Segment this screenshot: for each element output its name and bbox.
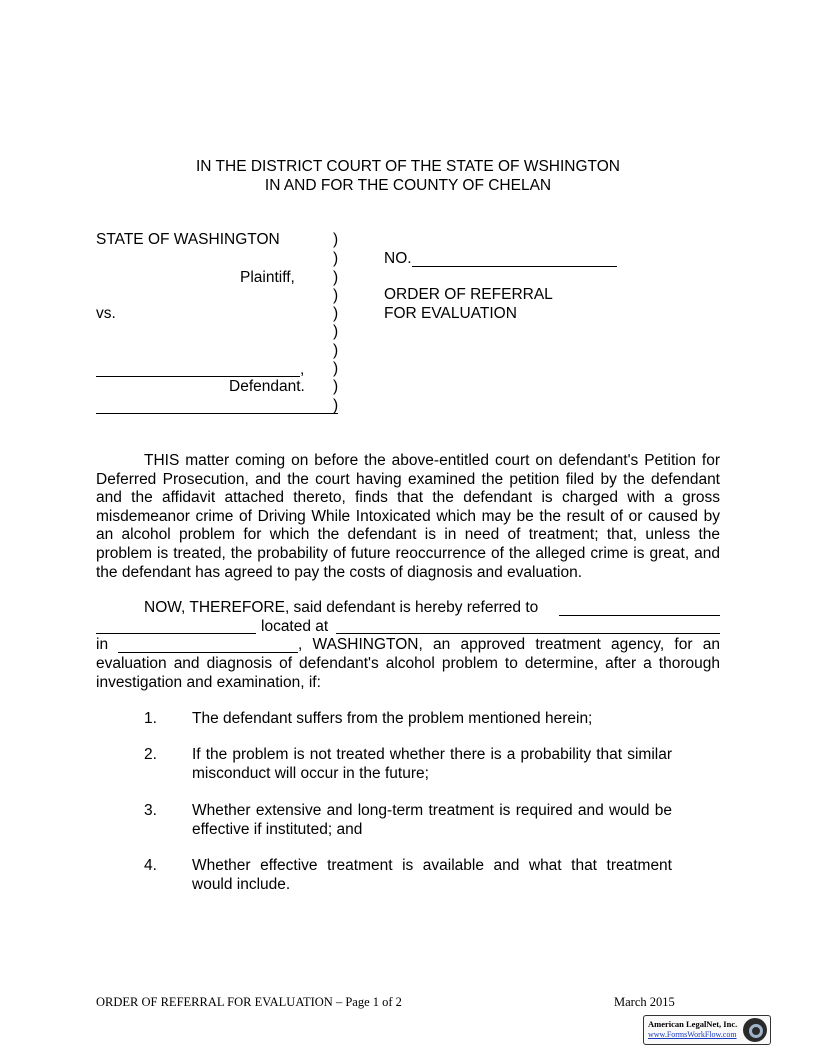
list-item-number: 3. bbox=[144, 802, 157, 819]
list-item-number: 2. bbox=[144, 746, 157, 763]
city-field[interactable] bbox=[118, 652, 298, 653]
caption-paren: ) bbox=[333, 342, 339, 359]
badge-link[interactable]: www.FormsWorkFlow.com bbox=[648, 1030, 737, 1039]
referral-paragraph-rest: evaluation and diagnosis of defendant's alcohol problem to determine, after a thorough investigation and examination, if: bbox=[96, 655, 720, 691]
vs-label: vs. bbox=[96, 305, 116, 322]
caption-bottom-line bbox=[96, 413, 338, 414]
caption-paren: ) bbox=[333, 250, 339, 267]
located-at-label: located at bbox=[261, 618, 329, 635]
footer-date: March 2015 bbox=[614, 995, 675, 1009]
referral-lead-text: NOW, THEREFORE, said defendant is hereby referred to bbox=[144, 599, 539, 616]
document-title-line1: ORDER OF REFERRAL bbox=[384, 286, 553, 303]
list-item-number: 4. bbox=[144, 857, 157, 874]
badge-title: American LegalNet, Inc. bbox=[648, 1019, 738, 1029]
logo-ring-icon bbox=[749, 1024, 763, 1038]
defendant-label: Defendant. bbox=[229, 378, 305, 395]
publisher-badge[interactable] bbox=[643, 1015, 771, 1045]
in-label: in bbox=[96, 636, 109, 653]
case-no-field[interactable] bbox=[412, 266, 617, 267]
list-item-number: 1. bbox=[144, 710, 157, 727]
caption-paren: ) bbox=[333, 305, 339, 322]
caption-paren: ) bbox=[333, 378, 339, 395]
court-header-line1: IN THE DISTRICT COURT OF THE STATE OF WSHINGTON bbox=[196, 158, 620, 175]
court-header-line2: IN AND FOR THE COUNTY OF CHELAN bbox=[264, 177, 552, 194]
caption-paren: ) bbox=[333, 323, 339, 340]
treatment-agency-field[interactable] bbox=[559, 615, 720, 616]
caption-paren: ) bbox=[333, 231, 339, 248]
caption-paren: ) bbox=[333, 269, 339, 286]
publisher-logo-icon bbox=[743, 1018, 767, 1042]
document-title-line2: FOR EVALUATION bbox=[384, 305, 517, 322]
footer-title: ORDER OF REFERRAL FOR EVALUATION – Page 1 of 2 bbox=[96, 995, 402, 1009]
washington-text: , WASHINGTON, an approved treatment agency, for an bbox=[298, 636, 720, 653]
caption-paren: ) bbox=[333, 397, 339, 414]
caption-paren: ) bbox=[333, 287, 339, 304]
list-item: If the problem is not treated whether there is a probability that similar misconduct will occur in the future; bbox=[192, 746, 672, 782]
agency-address-field[interactable] bbox=[336, 633, 720, 634]
treatment-agency-field-cont[interactable] bbox=[96, 633, 256, 634]
plaintiff-label: Plaintiff, bbox=[240, 269, 295, 286]
defendant-name-line[interactable] bbox=[96, 376, 300, 377]
defendant-comma: , bbox=[300, 361, 305, 378]
plaintiff-name: STATE OF WASHINGTON bbox=[96, 231, 280, 248]
list-item: The defendant suffers from the problem mentioned herein; bbox=[192, 710, 593, 727]
findings-paragraph: THIS matter coming on before the above-entitled court on defendant's Petition for Deferred Prosecution, and the court having examined the petition filed by the defendant and the affidavit attached thereto, finds that the defendant is charged with a gross misdemeanor crime of Driving While Intoxicated which may be the result of or caused by an alcohol problem for which the defendant is in need of treatment; that, unless the problem is treated, the probability of future reoccurrence of the alleged crime is great, and the defendant has agreed to pay the costs of diagnosis and evaluation. bbox=[96, 452, 720, 581]
list-item: Whether effective treatment is available and what that treatment would include. bbox=[192, 857, 672, 893]
list-item: Whether extensive and long-term treatment is required and would be effective if instituted; and bbox=[192, 802, 672, 838]
case-no-label: NO. bbox=[384, 250, 412, 267]
caption-paren: ) bbox=[333, 360, 339, 377]
